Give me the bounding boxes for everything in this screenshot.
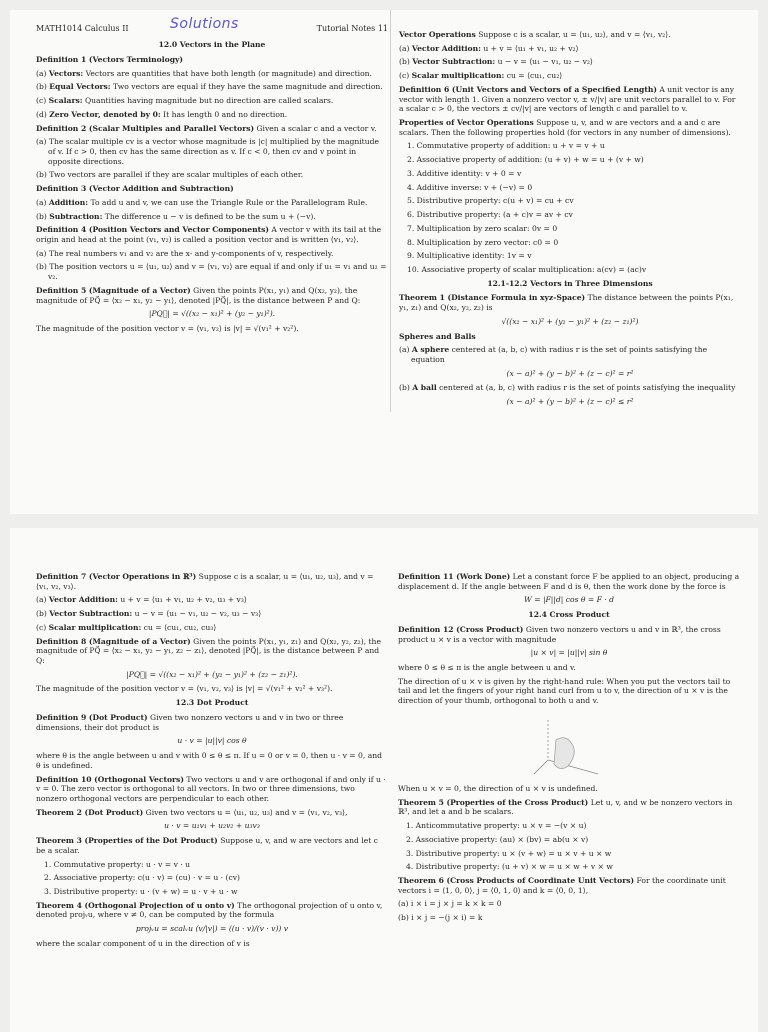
numbered-item [398, 835, 740, 845]
item-term: Subtraction: [49, 211, 103, 221]
numbered-item [399, 196, 741, 206]
item-text: Commutative property: u · v = v · u [53, 859, 190, 869]
item-label: (d) [36, 109, 47, 119]
definition-block [36, 713, 388, 732]
definition-block [36, 775, 388, 804]
numbered-item [399, 169, 741, 179]
page2-left-content [36, 572, 388, 949]
item-text: cu = ⟨cu₁, cu₂⟩ [504, 71, 563, 81]
definition-heading: Theorem 6 (Cross Products of Coordinate Unit Vectors) [398, 875, 635, 885]
item-term: Scalars: [48, 96, 83, 106]
definition-block [399, 30, 741, 40]
item-label: (c) [399, 71, 410, 81]
item-label: (b) [36, 262, 47, 272]
item-number: 7. [407, 223, 415, 233]
definition-heading: Definition 8 (Magnitude of a Vector) [36, 636, 191, 646]
item-number: 4. [407, 182, 415, 192]
item-text: Additive identity: v + 0 = v [416, 168, 522, 178]
definition-text: Suppose u, v, and w are vectors and let c be a scalar. [36, 836, 378, 855]
course-code: MATH1014 Calculus II [36, 24, 129, 33]
right-hand-rule-figure [398, 710, 740, 784]
item-label: (a) [399, 345, 410, 355]
item-term: Addition: [48, 197, 89, 207]
list-item [399, 345, 741, 364]
item-number: 3. [406, 848, 414, 858]
definition-block [36, 836, 388, 855]
definition-text: For the coordinate unit vectors i = ⟨1, 0, 0⟩, j = ⟨0, 1, 0⟩ and k = ⟨0, 0, 1⟩, [398, 875, 726, 895]
list-item [36, 69, 388, 79]
item-label: (b) [36, 170, 47, 180]
tutorial-page-1 [10, 10, 758, 514]
definition-block [398, 625, 740, 644]
page2-right-content [398, 572, 740, 923]
item-number: 2. [407, 155, 415, 165]
definition-text: Given the points P(x₁, y₁) and Q(x₂, y₂), the magnitude of PQ⃗ = ⟨x₂ − x₁, y₂ − y₁⟩, denoted |PQ⃗|, is the distance between P and Q: [36, 285, 361, 305]
item-number: 6. [407, 210, 415, 220]
numbered-item [398, 821, 740, 831]
item-label: (b) [36, 211, 47, 221]
item-text: cu = ⟨cu₁, cu₂, cu₃⟩ [141, 622, 217, 632]
numbered-item [399, 238, 741, 248]
definition-text: A vector v with its tail at the origin and head at the point (v₁, v₂) is called a position vector and is written ⟨v₁, v₂⟩. [36, 225, 382, 245]
list-item [399, 57, 741, 67]
definition-heading: Definition 2 (Scalar Multiples and Parallel Vectors) [36, 123, 255, 133]
item-text: u + v = ⟨u₁ + v₁, u₂ + v₂⟩ [480, 43, 579, 53]
item-number: 9. [407, 251, 415, 261]
page2-left-column [36, 528, 388, 953]
numbered-item [398, 862, 740, 872]
item-number: 1. [44, 859, 52, 869]
definition-block [399, 118, 741, 137]
definition-block [399, 332, 741, 342]
definition-heading: Spheres and Balls [399, 331, 476, 341]
page2-right-column [398, 528, 740, 927]
section-title: 12.3 Dot Product [175, 698, 249, 708]
list-item [399, 383, 741, 393]
list-item [36, 137, 388, 166]
page1-right-content [399, 30, 741, 407]
equation: |PQ⃗| = √((x₂ − x₁)² + (y₂ − y₁)²). [148, 309, 276, 319]
item-term: A ball [412, 383, 437, 393]
definition-text: Let u, v, and w be nonzero vectors in ℝ³, and let a and b be scalars. [398, 797, 733, 817]
definition-text: Two vectors u and v are orthogonal if and only if u · v = 0. The zero vector is orthogonal to all vectors. In two or three dimensions, two nonzero orthogonal vectors are perpendicular to each other. [36, 774, 386, 803]
equation: W = |F||d| cos θ = F · d [523, 595, 615, 605]
handwritten-annotation: Solutions [170, 16, 239, 32]
item-label: (b) [399, 57, 410, 67]
section-title: 12.4 Cross Product [528, 610, 610, 620]
item-label: (c) [36, 622, 47, 632]
item-text: i × j = −(j × i) = k [411, 913, 483, 923]
item-label: (a) [398, 899, 409, 909]
definition-text: Suppose c is a scalar, u = ⟨u₁, u₂, u₃⟩, and v = ⟨v₁, v₂, v₃⟩. [36, 572, 374, 591]
definition-heading: Theorem 4 (Orthogonal Projection of u onto v) [36, 900, 235, 910]
paragraph: The magnitude of the position vector v = ⟨v₁, v₂⟩ is |v| = √(v₁² + v₂²). [36, 324, 299, 334]
item-text: Additive inverse: v + (−v) = 0 [416, 182, 533, 192]
list-item [36, 198, 388, 208]
list-item [36, 212, 388, 222]
section-title: 12.1-12.2 Vectors in Three Dimensions [487, 278, 653, 288]
list-item [36, 170, 388, 180]
item-text: i × i = j × j = k × k = 0 [410, 899, 502, 909]
definition-heading: Definition 1 (Vectors Terminology) [36, 54, 184, 64]
item-text: The real numbers v₁ and v₂ are the x- and y-components of v, respectively. [48, 248, 334, 258]
definition-heading: Definition 12 (Cross Product) [398, 624, 524, 634]
paragraph: where 0 ≤ θ ≤ π is the angle between u and v. [398, 663, 576, 673]
definition-block [36, 55, 388, 65]
definition-text: Suppose u, v, and w are vectors and a and c are scalars. Then the following properties hold (for vectors in any number of dimensions). [399, 118, 731, 137]
numbered-item [398, 849, 740, 859]
definition-block [399, 293, 741, 312]
item-text: u + v = ⟨u₁ + v₁, u₂ + v₂, u₃ + v₃⟩ [117, 595, 247, 605]
numbered-item [399, 224, 741, 234]
item-number: 8. [407, 237, 415, 247]
numbered-item [399, 183, 741, 193]
item-label: (c) [36, 96, 47, 106]
definition-text: Given two vectors u = ⟨u₁, u₂, u₃⟩ and v = ⟨v₁, v₂, v₃⟩, [143, 807, 348, 817]
definition-text: The distance between the points P(x₁, y₁, z₁) and Q(x₂, y₂, z₂) is [399, 293, 734, 313]
item-term: Scalar multiplication: [48, 622, 142, 632]
page-header [36, 24, 388, 34]
item-text: It has length 0 and no direction. [160, 109, 288, 119]
list-item [36, 609, 388, 619]
list-item [398, 899, 740, 909]
item-label: (a) [36, 248, 47, 258]
definition-block [398, 572, 740, 591]
item-label: (a) [399, 43, 410, 53]
item-text: Associative property: (au) × (bv) = ab(u × v) [415, 834, 589, 844]
tutorial-page-2 [10, 528, 758, 1032]
definition-heading: Properties of Vector Operations [399, 118, 534, 128]
equation: (x − a)² + (y − b)² + (z − c)² ≤ r² [506, 397, 634, 407]
item-text: Multiplication by zero vector: c0 = 0 [416, 237, 559, 247]
page1-left-column [36, 10, 388, 338]
item-label: (a) [36, 197, 47, 207]
definition-heading: Definition 10 (Orthogonal Vectors) [36, 774, 184, 784]
item-number: 2. [44, 873, 52, 883]
definition-text: Given two nonzero vectors u and v in ℝ³, the cross product u × v is a vector with magnitude [398, 624, 721, 644]
definition-heading: Definition 5 (Magnitude of a Vector) [36, 285, 191, 295]
numbered-item [399, 251, 741, 261]
numbered-item [36, 860, 388, 870]
numbered-item [36, 873, 388, 883]
definition-text: A unit vector is any vector with length 1. Given a nonzero vector v, ± v/|v| are unit vectors parallel to v. For a scalar c > 0, the vectors ± cv/|v| are vectors of length c and parallel to v. [399, 84, 736, 114]
item-number: 4. [406, 862, 414, 872]
list-item [36, 249, 388, 259]
item-label: (a) [36, 595, 47, 605]
numbered-item [399, 155, 741, 165]
numbered-item [399, 141, 741, 151]
definition-heading: Theorem 3 (Properties of the Dot Product) [36, 836, 218, 846]
item-text: Anticommutative property: u × v = −(v × u) [415, 821, 587, 831]
item-term: Vector Addition: [411, 43, 481, 53]
definition-heading: Theorem 1 (Distance Formula in xyz-Space) [399, 293, 586, 303]
list-item [399, 71, 741, 81]
list-item [36, 96, 388, 106]
definition-block [36, 124, 388, 134]
item-label: (a) [36, 68, 47, 78]
item-text: Associative property of addition: (u + v) + w = u + (v + w) [416, 155, 644, 165]
section-title: 12.0 Vectors in the Plane [158, 40, 266, 50]
item-text: Distributive property: u × (v + w) = u × v + u × w [415, 848, 612, 858]
numbered-item [399, 210, 741, 220]
paragraph: where θ is the angle between u and v with 0 ≤ θ ≤ π. If u = 0 or v = 0, then u · v = 0, and θ is undefined. [36, 751, 382, 770]
definition-heading: Definition 11 (Work Done) [398, 572, 511, 581]
equation: u · v = u₁v₁ + u₂v₂ + u₃v₃ [164, 821, 260, 831]
definition-block [398, 798, 740, 817]
item-number: 1. [407, 141, 415, 151]
item-text: Distributive property: c(u + v) = cu + cv [416, 196, 574, 206]
right-hand-rule-diagram [528, 710, 728, 784]
list-item [399, 44, 741, 54]
numbered-item [36, 887, 388, 897]
definition-block [36, 286, 388, 305]
definition-heading: Definition 6 (Unit Vectors and Vectors of a Specified Length) [399, 84, 657, 94]
numbered-item [399, 265, 741, 275]
definition-text: Given the points P(x₁, y₁, z₁) and Q(x₂, y₂, z₂), the magnitude of PQ⃗ = ⟨x₂ − x₁, y₂ − y₁, z₂ − z₁⟩, denoted |PQ⃗|, is the distance between P and Q: [36, 636, 381, 666]
equation: |u × v| = |u||v| sin θ [530, 648, 608, 658]
item-term: Vectors: [48, 68, 84, 78]
item-text: Associative property: c(u · v) = (cu) · v = u · (cv) [53, 873, 240, 883]
item-label: (b) [398, 913, 409, 923]
item-number: 5. [407, 196, 415, 206]
item-term: Zero Vector, denoted by 0: [49, 109, 161, 119]
definition-text: Let a constant force F be applied to an object, producing a displacement d. If the angle between F and d is θ, then the work done by the force is [398, 572, 740, 591]
paragraph: The direction of u × v is given by the right-hand rule: When you put the vectors tail to tail and let the fingers of your right hand curl from u to v, the direction of u × v is the direction of your thumb, orthogonal to both u and v. [398, 676, 731, 706]
item-text: Distributive property: (a + c)v = av + cv [416, 210, 573, 220]
definition-block [36, 808, 388, 818]
definition-heading: Definition 3 (Vector Addition and Subtraction) [36, 184, 234, 194]
definition-block [36, 184, 388, 194]
equation: projᵥu = scalᵥu (v/|v|) = ((u · v)/(v · v)) v [135, 924, 289, 934]
item-number: 1. [406, 821, 414, 831]
definition-heading: Definition 4 (Position Vectors and Vector Components) [36, 225, 270, 235]
item-text: Distributive property: (u + v) × w = u × w + v × w [415, 862, 613, 872]
item-label: (a) [36, 137, 47, 147]
item-label: (b) [36, 609, 47, 619]
item-text: u − v = ⟨u₁ − v₁, u₂ − v₂⟩ [495, 57, 593, 67]
item-term: Equal Vectors: [49, 82, 111, 92]
item-number: 3. [407, 168, 415, 178]
item-term: Vector Subtraction: [49, 609, 133, 619]
item-text: Distributive property: u · (v + w) = u · v + u · w [53, 886, 238, 896]
item-text: Vectors are quantities that have both length (or magnitude) and direction. [83, 68, 372, 78]
page1-right-column [390, 10, 741, 412]
definition-text: Suppose c is a scalar, u = ⟨u₁, u₂⟩, and v = ⟨v₁, v₂⟩. [475, 30, 671, 39]
item-text: centered at (a, b, c) with radius r is the set of points satisfying the inequality [436, 383, 736, 393]
paragraph: The magnitude of the position vector v = ⟨v₁, v₂, v₃⟩ is |v| = √(v₁² + v₂² + v₃²). [36, 684, 333, 694]
list-item [36, 82, 388, 92]
paragraph: When u × v = 0, the direction of u × v is undefined. [398, 783, 598, 793]
item-number: 2. [406, 834, 414, 844]
item-text: To add u and v, we can use the Triangle Rule or the Parallelogram Rule. [88, 197, 368, 207]
equation: u · v = |u||v| cos θ [177, 736, 247, 746]
item-number: 10. [407, 264, 420, 274]
notes-label: Tutorial Notes 11 [316, 24, 388, 33]
item-text: The position vectors u = ⟨u₁, u₂⟩ and v = ⟨v₁, v₂⟩ are equal if and only if u₁ = v₁ and u₂ = v₂. [48, 262, 387, 282]
definition-heading: Theorem 2 (Dot Product) [36, 807, 144, 817]
definition-heading: Theorem 5 (Properties of the Cross Product) [398, 797, 589, 807]
item-text: Quantities having magnitude but no direction are called scalars. [82, 96, 334, 106]
item-term: Vector Subtraction: [412, 57, 496, 67]
item-text: Multiplication by zero scalar: 0v = 0 [416, 223, 558, 233]
item-term: Vector Addition: [48, 595, 118, 605]
list-item [36, 595, 388, 605]
definition-heading: Definition 9 (Dot Product) [36, 712, 148, 722]
item-text: Commutative property of addition: u + v = v + u [416, 141, 605, 151]
list-item [36, 110, 388, 120]
item-term: Scalar multiplication: [411, 71, 505, 81]
list-item [36, 623, 388, 633]
item-text: The difference u − v is defined to be the sum u + (−v). [102, 211, 316, 221]
item-text: Two vectors are equal if they have the same magnitude and direction. [110, 82, 383, 92]
definition-block [399, 85, 741, 114]
equation: |PQ⃗| = √((x₂ − x₁)² + (y₂ − y₁)² + (z₂ − z₁)²). [126, 669, 298, 679]
item-text: u − v = ⟨u₁ − v₁, u₂ − v₂, u₃ − v₃⟩ [132, 609, 262, 619]
equation: √((x₂ − x₁)² + (y₂ − y₁)² + (z₂ − z₁)²) [501, 316, 639, 326]
item-text: Multiplicative identity: 1v = v [416, 251, 532, 261]
definition-text: The orthogonal projection of u onto v, denoted projᵥu, where v ≠ 0, can be computed by the formula [36, 900, 383, 920]
definition-block [36, 901, 388, 920]
paragraph: where the scalar component of u in the direction of v is [36, 938, 250, 948]
list-item [398, 913, 740, 923]
definition-block [398, 876, 740, 895]
list-item [36, 262, 388, 281]
item-text: centered at (a, b, c) with radius r is the set of points satisfying the equation [411, 345, 708, 364]
definition-text: Given two nonzero vectors u and v in two or three dimensions, their dot product is [36, 712, 344, 732]
definition-block [36, 572, 388, 591]
definition-heading: Vector Operations [399, 30, 476, 39]
item-number: 3. [44, 886, 52, 896]
definition-text: Given a scalar c and a vector v. [254, 123, 377, 133]
item-text: Two vectors are parallel if they are scalar multiples of each other. [49, 170, 304, 180]
definition-heading: Definition 7 (Vector Operations in ℝ³) [36, 572, 197, 581]
definition-block [36, 637, 388, 666]
item-text: The scalar multiple cv is a vector whose magnitude is |c| multiplied by the magnitude of v. If c > 0, then cv has the same direction as v. If c < 0, then cv and v point in opposite directions. [48, 137, 379, 166]
item-label: (b) [399, 383, 410, 393]
item-text: Associative property of scalar multiplication: a(cv) = (ac)v [421, 264, 647, 274]
page1-left-content [36, 55, 388, 334]
equation: (x − a)² + (y − b)² + (z − c)² = r² [506, 368, 634, 378]
item-label: (b) [36, 82, 47, 92]
definition-block [36, 225, 388, 244]
item-term: A sphere [411, 345, 450, 355]
